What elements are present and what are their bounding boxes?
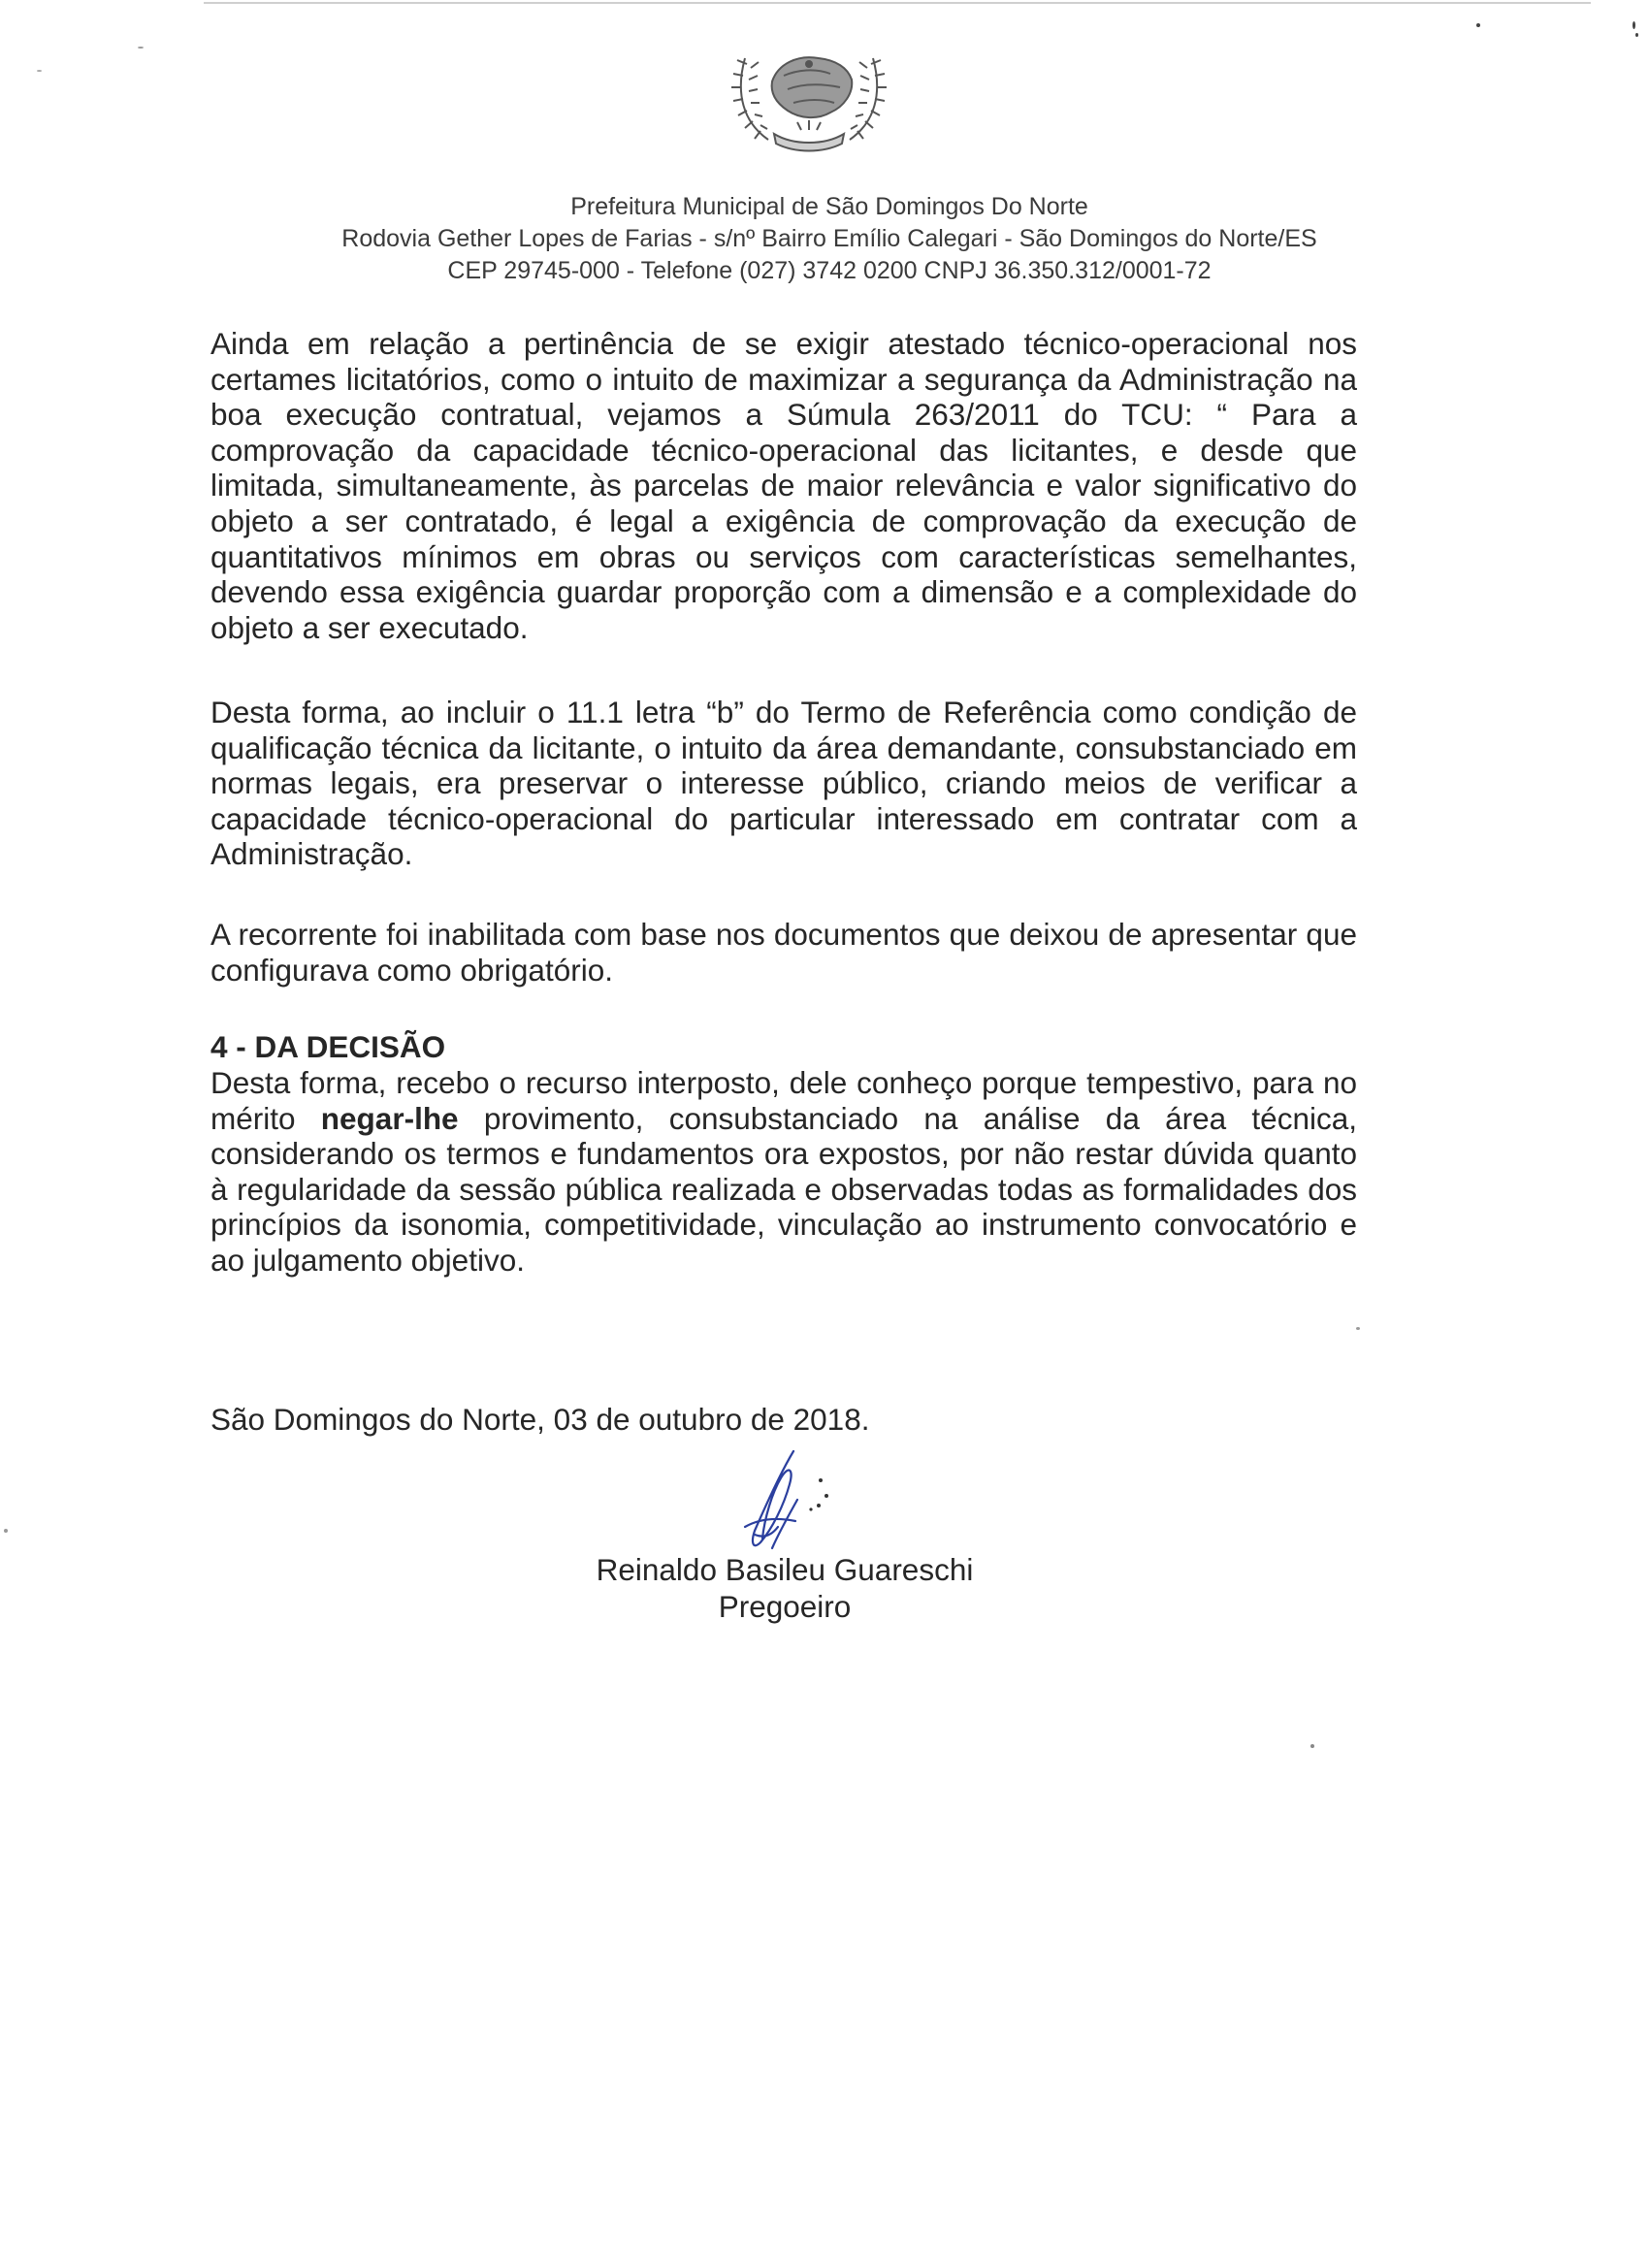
letterhead-address: Rodovia Gether Lopes de Farias - s/nº Bairro Emílio Calegari - São Domingos do Norte/ES [341, 225, 1317, 252]
paragraph-inabilitacao: A recorrente foi inabilitada com base nos documentos que deixou de apresentar que configurava como obrigatório. [210, 917, 1357, 988]
municipal-seal-icon [729, 25, 889, 155]
letterhead-contact: CEP 29745-000 - Telefone (027) 3742 0200 CNPJ 36.350.312/0001-72 [447, 257, 1212, 284]
signer-name: Reinaldo Basileu Guareschi [596, 1552, 974, 1587]
scan-speck [1310, 1744, 1314, 1748]
scan-speck [4, 1529, 8, 1533]
letterhead [116, 191, 1542, 287]
decisao-text-start: Desta forma, recebo o recurso interposto, dele conheço porque tempestivo, para no mérito [210, 1065, 1357, 1136]
scan-speck [37, 70, 42, 72]
letterhead-institution: Prefeitura Municipal de São Domingos Do Norte [570, 193, 1088, 220]
decisao-text-emphasis: negar-lhe [320, 1100, 459, 1136]
page-top-edge [204, 2, 1591, 4]
section-heading-decisao: 4 - DA DECISÃO [210, 1029, 446, 1064]
decisao-text-end: provimento, consubstanciado na análise da área técnica, considerando os termos e fundamentos ora expostos, por não restar dúvida quanto à regularidade da sessão pública realizada e observadas todas as formalidades dos princípios da isonomia, competitividade, vinculação ao instrumento convocatório e ao julgamento objetivo. [210, 1100, 1357, 1278]
scan-speck [1633, 21, 1635, 29]
paragraph-sumula-tcu: Ainda em relação a pertinência de se exigir atestado técnico-operacional nos certames licitatórios, como o intuito de maximizar a segurança da Administração na boa execução contratual, vejamos a Súmula 263/2011 do TCU: “ Para a comprovação da capacidade técnico-operacional das licitantes, e desde que limitada, simultaneamente, às parcelas de maior relevância e valor significativo do objeto a ser contratado, é legal a exigência de comprovação da execução de quantitativos mínimos em obras ou serviços com características semelhantes, devendo essa exigência guardar proporção com a dimensão e a complexidade do objeto a ser executado. [210, 326, 1357, 645]
handwritten-signature [726, 1442, 842, 1568]
scan-speck [1635, 33, 1638, 37]
scan-speck [138, 47, 144, 49]
scan-speck [1476, 23, 1480, 27]
signer-role: Pregoeiro [718, 1589, 852, 1624]
place-and-date: São Domingos do Norte, 03 de outubro de 2018. [210, 1402, 870, 1437]
paragraph-decisao [210, 1065, 1357, 1279]
scan-speck [1356, 1327, 1360, 1330]
paragraph-qualificacao-tecnica: Desta forma, ao incluir o 11.1 letra “b” do Termo de Referência como condição de qualificação técnica da licitante, o intuito da área demandante, consubstanciado em normas legais, era preservar o interesse público, criando meios de verificar a capacidade técnico-operacional do particular interessado em contratar com a Administração. [210, 695, 1357, 872]
